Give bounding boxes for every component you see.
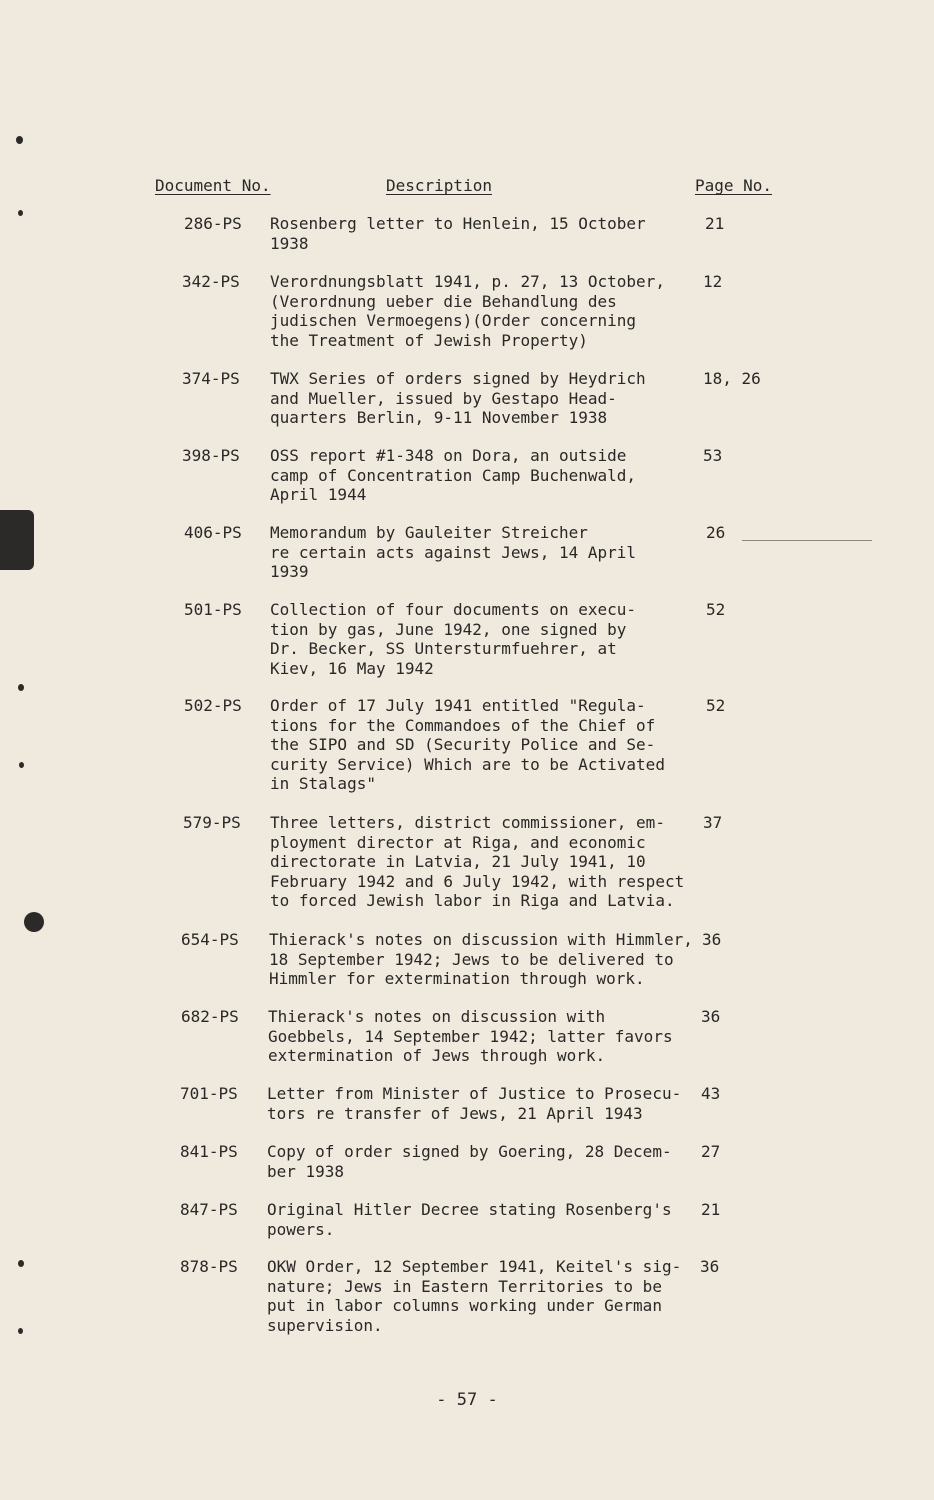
description-line: ployment director at Riga, and economic	[270, 832, 646, 852]
description-line: put in labor columns working under German	[267, 1296, 662, 1315]
description-line: Himmler for extermination through work.	[269, 969, 645, 988]
description-line: judischen Vermoegens)(Order concerning	[270, 311, 637, 330]
page-number: 53	[703, 446, 723, 465]
description-line: Rosenberg letter to Henlein, 15 October	[270, 214, 646, 233]
document-number: 374-PS	[182, 369, 240, 388]
document-number: 342-PS	[182, 272, 240, 291]
description-line: 1939	[270, 562, 309, 581]
document-description	[267, 1200, 697, 1239]
description-line: nature; Jews in Eastern Territories to be	[267, 1276, 662, 1296]
description-line: TWX Series of orders signed by Heydrich	[270, 369, 646, 388]
page-number: 27	[701, 1142, 721, 1161]
description-line: 18 September 1942; Jews to be delivered to	[269, 949, 674, 969]
description-line: Kiev, 16 May 1942	[270, 658, 434, 678]
description-line: tors re transfer of Jews, 21 April 1943	[267, 1103, 643, 1123]
description-line: Memorandum by Gauleiter Streicher	[270, 523, 588, 542]
document-description	[267, 1257, 697, 1335]
page-no-header: Page No.	[695, 176, 773, 195]
document-number: 579-PS	[183, 813, 241, 832]
punch-hole-mark	[18, 210, 23, 216]
description-line: Goebbels, 14 September 1942; latter favors	[268, 1026, 673, 1046]
page-number: 52	[706, 600, 726, 619]
page-footer	[0, 1390, 934, 1410]
page-number: 37	[703, 813, 723, 832]
punch-hole-mark	[16, 136, 23, 144]
description-line: ber 1938	[267, 1161, 345, 1181]
description-line: OKW Order, 12 September 1941, Keitel's sig-	[267, 1257, 682, 1276]
document-description	[270, 696, 700, 794]
document-number: 847-PS	[180, 1200, 238, 1219]
punch-hole	[24, 912, 44, 932]
document-description	[270, 369, 700, 428]
page-number: 18, 26	[703, 369, 761, 388]
description-line: to forced Jewish labor in Riga and Latvia.	[270, 891, 675, 910]
description-line: Order of 17 July 1941 entitled "Regula-	[270, 696, 646, 715]
document-description	[270, 600, 700, 678]
page-number: 36	[700, 1257, 720, 1276]
description-line: April 1944	[270, 485, 367, 504]
document-description	[267, 1142, 697, 1181]
description-line: camp of Concentration Camp Buchenwald,	[270, 465, 637, 485]
punch-hole-mark	[18, 1328, 23, 1334]
document-number: 501-PS	[184, 600, 242, 619]
footer-page-number: - 57 -	[436, 1390, 498, 1410]
document-description	[270, 523, 700, 582]
binder-tab-mark	[0, 510, 34, 570]
punch-hole-mark	[18, 684, 24, 691]
description-line: re certain acts against Jews, 14 April	[270, 542, 637, 562]
description-line: curity Service) Which are to be Activated	[270, 754, 665, 774]
description-line: supervision.	[267, 1315, 383, 1335]
document-description	[270, 813, 700, 911]
document-number: 502-PS	[184, 696, 242, 715]
description-line: OSS report #1-348 on Dora, an outside	[270, 446, 627, 465]
description-line: and Mueller, issued by Gestapo Head-	[270, 388, 617, 408]
document-description	[270, 446, 700, 505]
description-line: Letter from Minister of Justice to Prosecu-	[267, 1084, 682, 1103]
document-number: 878-PS	[180, 1257, 238, 1276]
description-line: Three letters, district commissioner, em-	[270, 813, 665, 832]
description-line: tion by gas, June 1942, one signed by	[270, 619, 627, 639]
page-number: 43	[701, 1084, 721, 1103]
description-line: Thierack's notes on discussion with	[268, 1007, 606, 1026]
description-line: quarters Berlin, 9-11 November 1938	[270, 408, 608, 427]
description-line: tions for the Commandoes of the Chief of	[270, 715, 656, 735]
document-no-header: Document No.	[155, 176, 271, 195]
margin-line	[742, 540, 872, 541]
description-line: Copy of order signed by Goering, 28 Decem-	[267, 1142, 672, 1161]
page-number: 52	[706, 696, 726, 715]
description-line: the SIPO and SD (Security Police and Se-	[270, 735, 656, 754]
document-description	[267, 1084, 697, 1123]
page-number: 21	[705, 214, 725, 233]
punch-hole-mark	[18, 1260, 24, 1267]
document-description	[270, 272, 700, 350]
description-line: directorate in Latvia, 21 July 1941, 10	[270, 852, 646, 871]
page-number: 12	[703, 272, 723, 291]
punch-hole-mark	[19, 762, 24, 768]
table-header	[0, 176, 934, 200]
description-line: Collection of four documents on execu-	[270, 600, 637, 619]
document-number: 286-PS	[184, 214, 242, 233]
description-line: in Stalags"	[270, 774, 376, 793]
description-line: extermination of Jews through work.	[268, 1046, 606, 1065]
page-number: 21	[701, 1200, 721, 1219]
description-header: Description	[386, 176, 492, 195]
description-line: February 1942 and 6 July 1942, with respect	[270, 871, 685, 891]
description-line: Verordnungsblatt 1941, p. 27, 13 October,	[270, 272, 665, 291]
page-number: 26	[706, 523, 726, 542]
description-line: the Treatment of Jewish Property)	[270, 330, 588, 350]
description-line: Thierack's notes on discussion with Himmler,	[269, 930, 693, 949]
document-number: 654-PS	[181, 930, 239, 949]
document-number: 398-PS	[182, 446, 240, 465]
document-number: 406-PS	[184, 523, 242, 542]
document-number: 701-PS	[180, 1084, 238, 1103]
description-line: 1938	[270, 233, 309, 253]
document-number: 841-PS	[180, 1142, 238, 1161]
document-number: 682-PS	[181, 1007, 239, 1026]
document-description	[269, 930, 699, 989]
description-line: powers.	[267, 1219, 335, 1239]
description-line: Dr. Becker, SS Untersturmfuehrer, at	[270, 639, 617, 658]
page-number: 36	[702, 930, 722, 949]
page-number: 36	[701, 1007, 721, 1026]
document-description	[270, 214, 700, 253]
description-line: Original Hitler Decree stating Rosenberg's	[267, 1200, 672, 1219]
description-line: (Verordnung ueber die Behandlung des	[270, 291, 617, 311]
document-description	[268, 1007, 698, 1066]
